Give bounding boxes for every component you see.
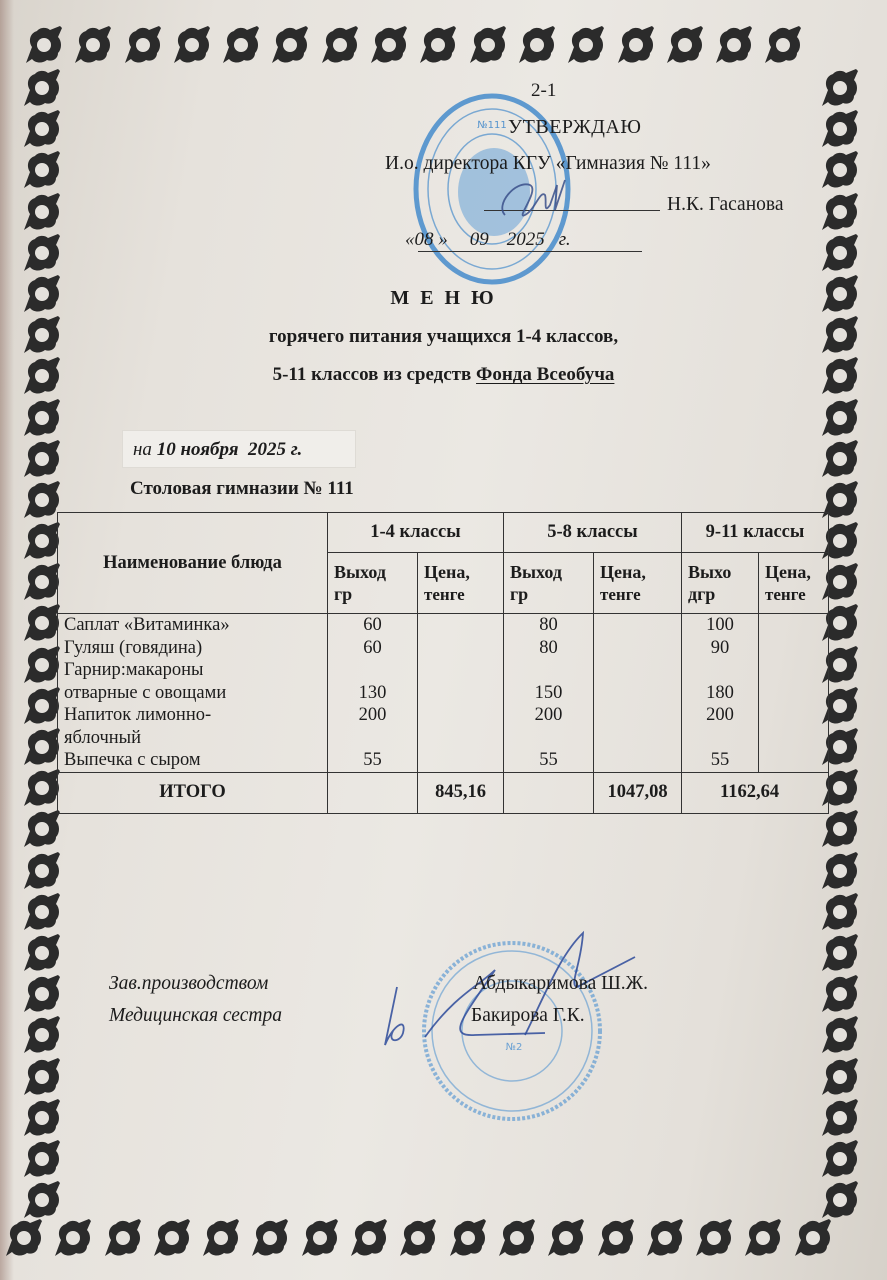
yield-value: 130 (358, 682, 387, 703)
document-title: М Е Н Ю (390, 287, 497, 309)
dish-name-part: Напиток лимонно- (64, 705, 212, 725)
approver-name: Н.К. Гасанова (667, 194, 784, 215)
header-text: тенге (600, 584, 641, 604)
header-group-1-4: 1-4 классы (328, 513, 504, 553)
yield-value: 55 (539, 750, 558, 770)
dish-name: яблочный (64, 727, 141, 748)
header-text: Выход (334, 562, 386, 582)
header-yield (504, 553, 594, 614)
approval-date-day: «08 » (405, 229, 448, 250)
yield-value: 55 (363, 750, 382, 770)
price-1-4 (418, 614, 504, 773)
yields-1-4 (328, 614, 418, 773)
menu-table (57, 512, 829, 814)
signature-name: Абдыкаримова Ш.Ж. (473, 973, 649, 994)
header-dish-name: Наименование блюда (58, 513, 328, 614)
approval-heading: УТВЕРЖДАЮ (508, 116, 642, 138)
yield-value: 80 (539, 637, 558, 658)
dish-name: Гуляш (говядина) (64, 637, 203, 658)
price-5-8 (594, 614, 682, 773)
dish-name: Выпечка с сыром (64, 750, 201, 770)
total-price-1-4: 845,16 (418, 772, 504, 813)
table-body (58, 614, 829, 773)
yield-value: 60 (363, 637, 382, 658)
signature-name: Бакирова Г.К. (471, 1005, 585, 1026)
total-row (58, 772, 829, 813)
yield-value: 100 (706, 615, 734, 635)
header-text: Цена, (765, 561, 811, 582)
signature-role: Зав.производством (109, 973, 269, 994)
yield-value: 60 (363, 615, 382, 635)
fund-name: Фонда Всеобуча (476, 364, 615, 385)
header-text: Цена, (424, 561, 470, 582)
signature-role: Медицинская сестра (109, 1005, 282, 1026)
yield-value: 55 (710, 750, 730, 770)
header-text: гр (334, 584, 353, 604)
header-text: дгр (688, 584, 716, 604)
yield-value: 200 (358, 705, 387, 725)
approval-date-suffix: г. (558, 229, 571, 250)
total-price-5-8: 1047,08 (594, 772, 682, 813)
header-text: гр (510, 584, 529, 604)
svg-text:№2: №2 (505, 1042, 523, 1053)
price-9-11 (759, 614, 829, 773)
yield-value: 80 (539, 615, 558, 635)
header-text: Выхо (688, 562, 732, 582)
yields-9-11 (682, 614, 759, 773)
yield-value: 150 (534, 682, 563, 703)
svg-text:№111: №111 (477, 120, 507, 131)
yield-value: 90 (710, 637, 730, 658)
document-subtitle-1: горячего питания учащихся 1-4 классов, (268, 326, 619, 347)
dish-name (64, 704, 321, 727)
header-price (594, 553, 682, 614)
total-yield-1-4 (328, 772, 418, 813)
header-yield (328, 553, 418, 614)
approval-date-month: 09 (469, 229, 489, 250)
yield-value: 200 (534, 705, 563, 725)
header-text: Выход (510, 562, 562, 582)
yields-5-8 (504, 614, 594, 773)
dish-names-cell (58, 614, 328, 773)
header-yield (682, 553, 759, 614)
yield-value: 180 (706, 682, 734, 703)
dish-name: отварные с овощами (64, 682, 227, 703)
header-group-5-8: 5-8 классы (504, 513, 682, 553)
menu-date-month: ноября (180, 439, 239, 460)
approval-date-year: 2025 (506, 229, 545, 250)
header-price (759, 553, 829, 614)
dish-name: Саплат «Витаминка» (64, 615, 230, 635)
total-yield-5-8 (504, 772, 594, 813)
approver-position: И.о. директора КГУ «Гимназия № 111» (385, 153, 711, 174)
header-group-9-11: 9-11 классы (682, 513, 829, 553)
menu-date-year: 2025 г. (248, 439, 303, 460)
header-price (418, 553, 504, 614)
page-number: 2-1 (531, 80, 557, 101)
total-price-9-11: 1162,64 (682, 772, 829, 813)
total-label: ИТОГО (58, 772, 328, 813)
canteen-name: Столовая гимназии № 111 (130, 478, 354, 499)
menu-date-prefix: на (133, 439, 152, 460)
yield-value: 200 (706, 705, 734, 725)
header-text: тенге (765, 584, 806, 604)
header-text: Цена, (600, 561, 646, 582)
subtitle-prefix: 5-11 классов из средств (272, 364, 477, 385)
dish-name: Гарнир:макароны (64, 660, 204, 680)
menu-date-day: 10 (156, 439, 176, 460)
header-text: тенге (424, 584, 465, 604)
